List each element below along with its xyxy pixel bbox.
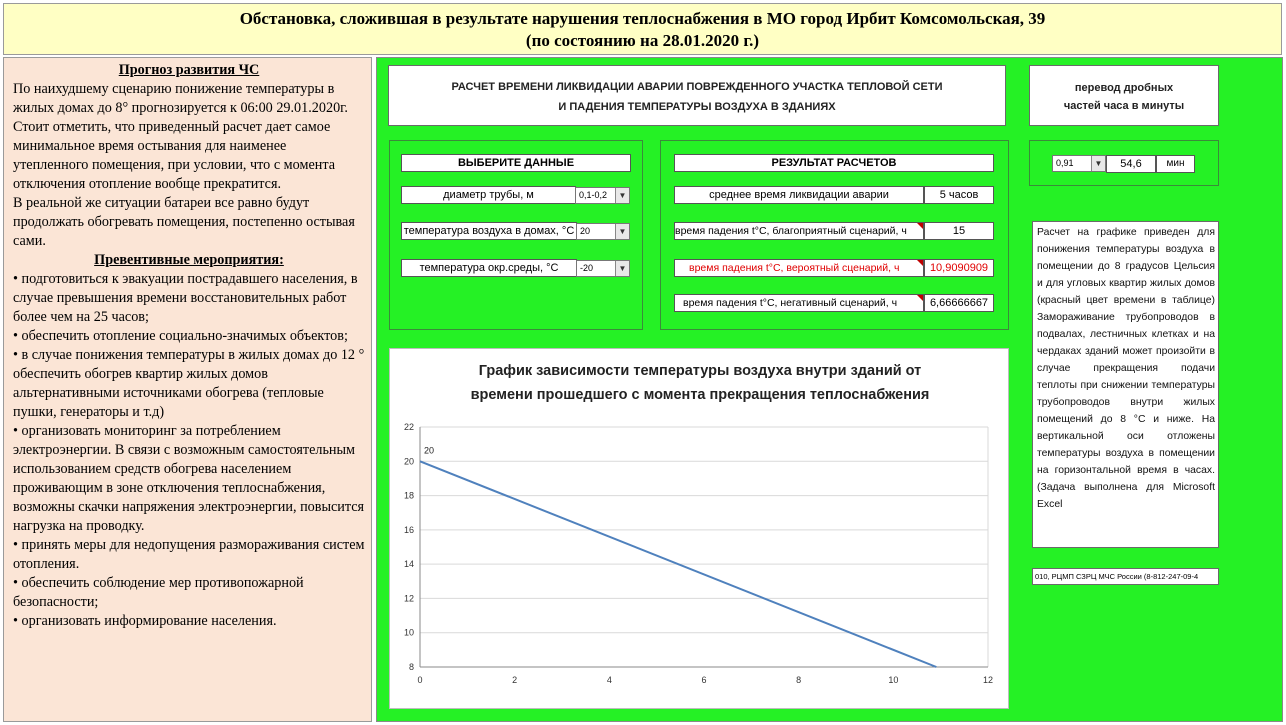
forecast-panel (3, 57, 372, 722)
indoor-select[interactable] (576, 223, 630, 240)
probable-value: 10,9090909 (924, 259, 994, 277)
y-tick-label: 16 (403, 524, 414, 535)
header-date: (по состоянию на 28.01.2020 г.) (525, 31, 760, 50)
convert-title-line: перевод дробных (1074, 82, 1174, 94)
y-tick-label: 22 (403, 422, 414, 432)
measures-title: Превентивные мероприятия: (94, 252, 284, 268)
measure-item: • обеспечить отопление социально-значимых объектов; (13, 328, 348, 344)
negative-value: 6,66666667 (924, 294, 994, 312)
measure-item: • подготовиться к эвакуации пострадавшего населения, в случае превышения времени восстановительных работ более чем на 25 часов; (13, 271, 358, 325)
negative-label-text: время падения t°С, негативный сценарий, ч (683, 297, 898, 309)
minutes-value: 54,6 (1106, 155, 1156, 173)
x-tick-label: 8 (796, 675, 802, 685)
y-tick-label: 18 (403, 490, 414, 501)
temperature-chart (389, 348, 1009, 709)
measure-item: • принять меры для недопущения размораживания систем отопления. (13, 537, 365, 572)
calc-title (388, 65, 1006, 126)
input-header: ВЫБЕРИТЕ ДАННЫЕ (401, 154, 631, 172)
outdoor-label: температура окр.среды, °С (401, 259, 577, 277)
calculation-note: Расчет на графике приведен для понижения температуры воздуха в помещении до 8 градусов Цельсия и для угловых квартир жилых домов (красный цвет времени в таблице) Замораживание трубопроводов в подвалах, лестничных клетках и на чердаках зданий может произойти в случае прекращения подачи теплоты при снижении температуры трубопроводов внутри жилых помещений до 8 °С и ниже. На вертикальной оси отложены температуры воздуха в помещении на горизонтальной время в часах. (Задача выполнена для Microsoft Excel (1032, 221, 1219, 548)
forecast-paragraph: Стоит отметить, что приведенный расчет дает самое минимальное время остывания для наименее утепленного помещения, при условии, что с момента отключения отопление вообще прекратится. (13, 119, 336, 192)
chart-title-line: График зависимости температуры воздуха внутри зданий от (478, 363, 922, 379)
chart-title (390, 359, 1010, 407)
chart-title-line: времени прошедшего с момента прекращения теплоснабжения (470, 387, 930, 403)
calc-title-line: И ПАДЕНИЯ ТЕМПЕРАТУРЫ ВОЗДУХА В ЗДАНИЯХ (558, 101, 836, 113)
avg-time-label: среднее время ликвидации аварии (674, 186, 924, 204)
fraction-select-value: 0,91 (1056, 158, 1074, 168)
measure-item: • обеспечить соблюдение мер противопожарной безопасности; (13, 575, 304, 610)
y-tick-label: 20 (403, 456, 414, 467)
convert-title (1029, 65, 1219, 126)
avg-time-value: 5 часов (924, 186, 994, 204)
chevron-down-icon[interactable]: ▼ (615, 188, 629, 203)
x-tick-label: 2 (512, 675, 518, 685)
chevron-down-icon[interactable]: ▼ (615, 261, 629, 276)
minutes-unit: мин (1156, 155, 1195, 173)
copyright-note: 010, РЦМП СЗРЦ МЧС России (8-812-247-09-4 (1032, 568, 1219, 585)
negative-label (674, 294, 924, 312)
calc-title-line: РАСЧЕТ ВРЕМЕНИ ЛИКВИДАЦИИ АВАРИИ ПОВРЕЖДЕННОГО УЧАСТКА ТЕПЛОВОЙ СЕТИ (451, 81, 943, 93)
indoor-label: температура воздуха в домах, °С (401, 222, 577, 240)
pipe-label: диаметр трубы, м (401, 186, 576, 204)
measure-item: • организовать информирование населения. (13, 613, 277, 629)
forecast-paragraph: В реальной же ситуации батареи все равно будут продолжать обогревать помещения, постепенно остывая сами. (13, 195, 355, 249)
pipe-select-value: 0,1-0,2 (579, 190, 608, 200)
forecast-paragraph: По наихудшему сценарию понижение температуры в жилых домах до 8° прогнозируется к 06:00 29.01.2020г. (13, 81, 348, 116)
x-tick-label: 10 (888, 675, 899, 685)
forecast-title: Прогноз развития ЧС (118, 62, 260, 78)
favorable-label (674, 222, 924, 240)
measure-item: • организовать мониторинг за потреблением электроэнергии. В связи с возможным самостоятельным использованием средств обогрева населением проживающим в зоне отключения теплоснабжения, возможны скачки напряжения электроэнергии, повысится нагрузка на проводку. (13, 423, 365, 534)
y-tick-label: 14 (403, 559, 414, 570)
convert-title-line: частей часа в минуты (1063, 100, 1185, 112)
favorable-value: 15 (924, 222, 994, 240)
indoor-select-value: 20 (580, 226, 591, 236)
pipe-select[interactable] (575, 187, 630, 204)
probable-label (674, 259, 924, 277)
x-tick-label: 4 (606, 675, 612, 685)
chevron-down-icon[interactable]: ▼ (615, 224, 629, 239)
probable-label-text: время падения t°С, вероятный сценарий, ч (689, 262, 900, 274)
result-header: РЕЗУЛЬТАТ РАСЧЕТОВ (674, 154, 994, 172)
y-tick-label: 12 (403, 593, 414, 604)
fraction-select[interactable] (1052, 155, 1106, 172)
measure-item: • в случае понижения температуры в жилых домах до 12 ° обеспечить обогрев квартир жилых домов альтернативными источниками обогрева (тепловые пушки, генераторы и т.д) (13, 347, 365, 420)
chevron-down-icon[interactable]: ▼ (1091, 156, 1105, 171)
outdoor-select[interactable] (576, 260, 630, 277)
favorable-label-text: время падения t°С, благоприятный сценарий, ч (675, 225, 907, 237)
outdoor-select-value: -20 (580, 263, 594, 273)
page-header (3, 3, 1282, 55)
header-title: Обстановка, сложившая в результате нарушения теплоснабжения в МО город Ирбит Комсомольская, 39 (239, 9, 1046, 28)
x-tick-label: 0 (417, 675, 423, 685)
x-tick-label: 12 (982, 675, 994, 685)
calculator-sheet (376, 57, 1283, 722)
data-label: 20 (424, 445, 435, 456)
y-tick-label: 8 (408, 662, 414, 672)
y-tick-label: 10 (403, 627, 414, 638)
x-tick-label: 6 (701, 675, 707, 685)
